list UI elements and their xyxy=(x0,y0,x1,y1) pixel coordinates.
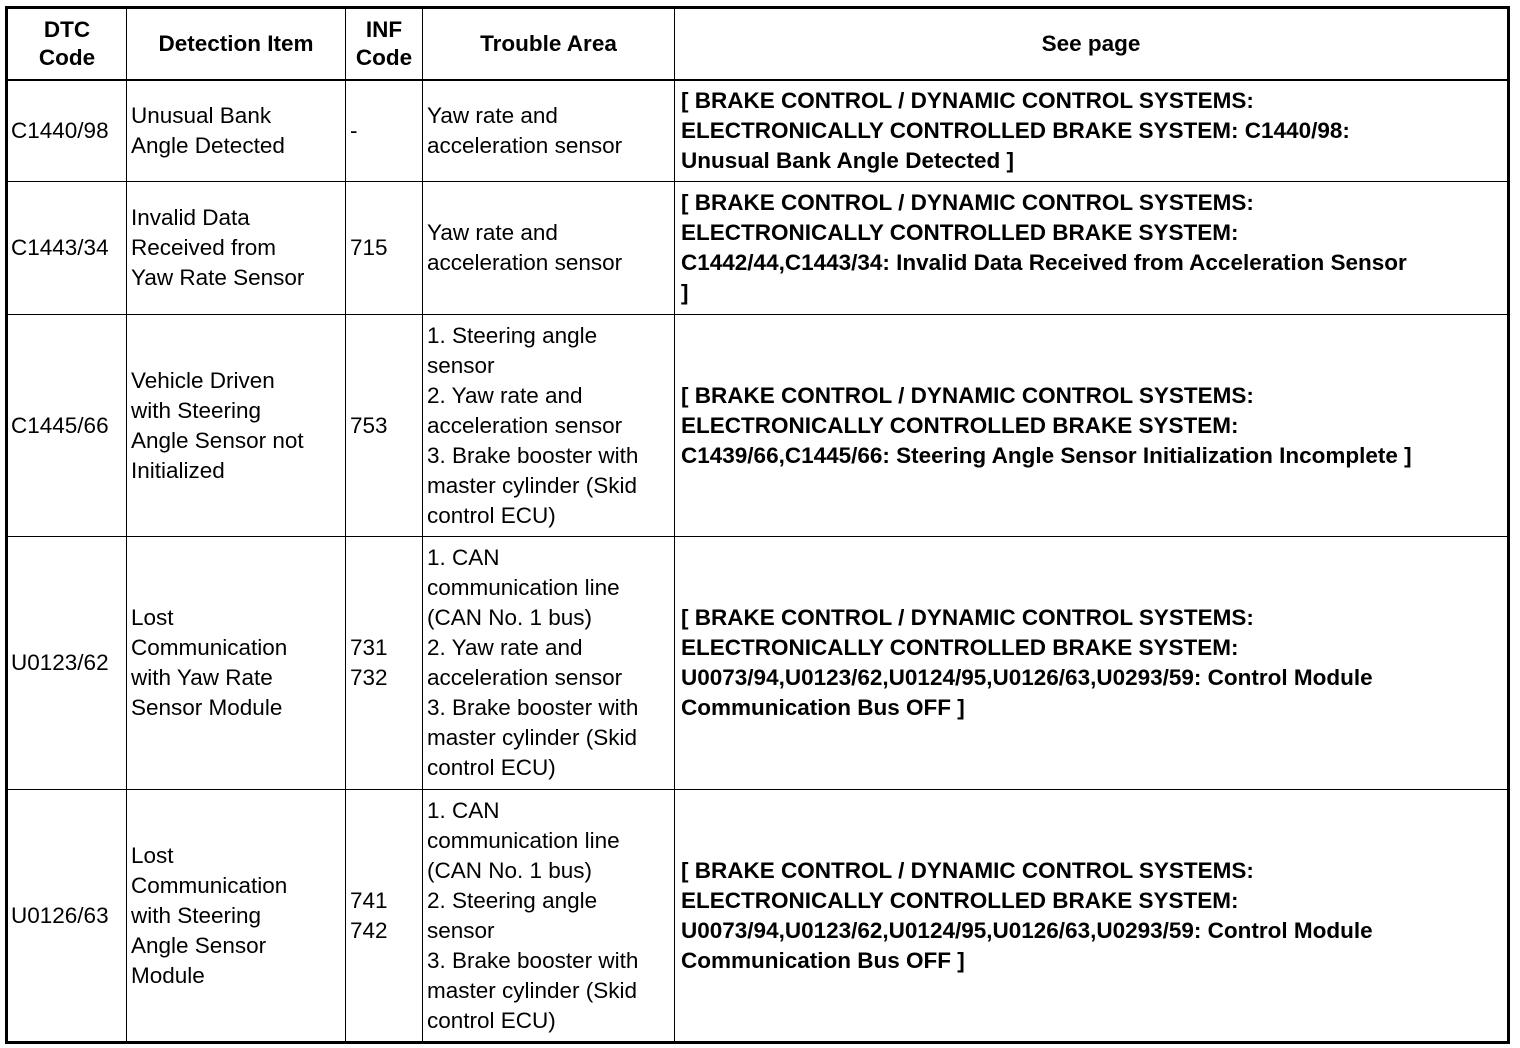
see-page-cell-line: [ BRAKE CONTROL / DYNAMIC CONTROL SYSTEMS: xyxy=(681,605,1254,630)
table-row xyxy=(7,80,1509,182)
trouble-area-cell-line: sensor xyxy=(427,917,495,943)
see-page-cell-line: U0073/94,U0123/62,U0124/95,U0126/63,U0293/59: Control Module xyxy=(681,665,1373,690)
see-page-cell-line: U0073/94,U0123/62,U0124/95,U0126/63,U0293/59: Control Module xyxy=(681,917,1373,943)
table-body xyxy=(7,80,1509,1043)
see-page-cell-line: [ BRAKE CONTROL / DYNAMIC CONTROL SYSTEMS: xyxy=(681,382,1254,408)
see-page-cell xyxy=(675,537,1509,790)
header-row xyxy=(7,8,1509,80)
table-row xyxy=(7,537,1509,790)
header-inf-code xyxy=(346,8,423,80)
detection-item-cell-line: Received from xyxy=(131,235,277,260)
inf-code-cell-line: 715 xyxy=(350,235,388,260)
detection-item-cell xyxy=(127,80,346,182)
trouble-area-cell-line: acceleration sensor xyxy=(427,250,623,275)
detection-item-cell-line: Sensor Module xyxy=(131,695,283,720)
trouble-area-cell-line: (CAN No. 1 bus) xyxy=(427,857,593,883)
header-see-page: See page xyxy=(675,8,1509,80)
dtc-code-cell: U0123/62 xyxy=(7,537,127,790)
header-dtc-code-line-1: DTC xyxy=(43,16,91,42)
see-page-cell xyxy=(675,790,1509,1043)
header-trouble-area: Trouble Area xyxy=(423,8,675,80)
trouble-area-cell-line: 1. Steering angle xyxy=(427,322,598,348)
trouble-area-cell-line: master cylinder (Skid xyxy=(427,977,638,1003)
see-page-cell xyxy=(675,182,1509,315)
inf-code-cell-line: 731 xyxy=(350,635,388,660)
dtc-code-cell: U0126/63 xyxy=(7,790,127,1043)
trouble-area-cell xyxy=(423,537,675,790)
detection-item-cell xyxy=(127,537,346,790)
detection-item-cell-line: Module xyxy=(131,962,205,988)
detection-item-cell-line: with Steering xyxy=(131,902,262,928)
trouble-area-cell xyxy=(423,80,675,182)
inf-code-cell xyxy=(346,790,423,1043)
trouble-area-cell-line: 1. CAN xyxy=(427,797,500,823)
trouble-area-cell-line: sensor xyxy=(427,352,495,378)
detection-item-cell xyxy=(127,182,346,315)
trouble-area-cell-line: 2. Yaw rate and xyxy=(427,382,583,408)
trouble-area-cell-line: 2. Steering angle xyxy=(427,887,598,913)
trouble-area-cell xyxy=(423,315,675,537)
trouble-area-cell-line: master cylinder (Skid xyxy=(427,472,638,498)
see-page-cell xyxy=(675,80,1509,182)
detection-item-cell-line: Communication xyxy=(131,635,288,660)
header-detection-item: Detection Item xyxy=(127,8,346,80)
see-page-cell-line: [ BRAKE CONTROL / DYNAMIC CONTROL SYSTEMS: xyxy=(681,87,1254,113)
header-dtc-code xyxy=(7,8,127,80)
trouble-area-cell-line: 1. CAN xyxy=(427,545,500,570)
see-page-cell-line: ] xyxy=(681,280,689,305)
trouble-area-cell-line: 3. Brake booster with xyxy=(427,947,639,973)
detection-item-cell-line: Initialized xyxy=(131,457,225,483)
detection-item-cell-line: Vehicle Driven xyxy=(131,367,275,393)
see-page-cell-line: C1439/66,C1445/66: Steering Angle Sensor Initialization Incomplete ] xyxy=(681,442,1412,468)
detection-item-cell-line: Invalid Data xyxy=(131,205,250,230)
see-page-cell xyxy=(675,315,1509,537)
inf-code-cell-line: - xyxy=(350,117,358,143)
detection-item-cell-line: Unusual Bank xyxy=(131,102,272,128)
trouble-area-cell xyxy=(423,182,675,315)
see-page-cell-line: [ BRAKE CONTROL / DYNAMIC CONTROL SYSTEMS: xyxy=(681,857,1254,883)
detection-item-cell-line: Communication xyxy=(131,872,288,898)
see-page-cell-line: ELECTRONICALLY CONTROLLED BRAKE SYSTEM: xyxy=(681,220,1239,245)
trouble-area-cell-line: acceleration sensor xyxy=(427,132,623,158)
trouble-area-cell-line: master cylinder (Skid xyxy=(427,725,638,750)
dtc-code-cell: C1445/66 xyxy=(7,315,127,537)
trouble-area-cell-line: Yaw rate and xyxy=(427,220,558,245)
detection-item-cell-line: Lost xyxy=(131,842,174,868)
see-page-cell-line: ELECTRONICALLY CONTROLLED BRAKE SYSTEM: C1440/98: xyxy=(681,117,1350,143)
inf-code-cell-line: 741 xyxy=(350,887,388,913)
trouble-area-cell-line: control ECU) xyxy=(427,755,556,780)
see-page-cell-line: [ BRAKE CONTROL / DYNAMIC CONTROL SYSTEMS: xyxy=(681,190,1254,215)
header-dtc-code-line-2: Code xyxy=(38,44,96,70)
see-page-cell-line: Communication Bus OFF ] xyxy=(681,695,965,720)
inf-code-cell xyxy=(346,182,423,315)
detection-item-cell-line: with Steering xyxy=(131,397,262,423)
trouble-area-cell-line: 3. Brake booster with xyxy=(427,442,639,468)
see-page-cell-line: ELECTRONICALLY CONTROLLED BRAKE SYSTEM: xyxy=(681,412,1239,438)
see-page-cell-line: Communication Bus OFF ] xyxy=(681,947,965,973)
inf-code-cell-line: 732 xyxy=(350,665,388,690)
trouble-area-cell-line: 3. Brake booster with xyxy=(427,695,639,720)
trouble-area-cell-line: acceleration sensor xyxy=(427,665,623,690)
inf-code-cell xyxy=(346,315,423,537)
trouble-area-cell-line: (CAN No. 1 bus) xyxy=(427,605,593,630)
header-inf-code-line-1: INF xyxy=(365,16,403,42)
detection-item-cell-line: Angle Detected xyxy=(131,132,285,158)
see-page-cell-line: ELECTRONICALLY CONTROLLED BRAKE SYSTEM: xyxy=(681,635,1239,660)
dtc-code-cell: C1443/34 xyxy=(7,182,127,315)
table-row xyxy=(7,182,1509,315)
trouble-area-cell-line: communication line xyxy=(427,827,620,853)
header-inf-code-line-2: Code xyxy=(355,44,413,70)
inf-code-cell-line: 753 xyxy=(350,412,388,438)
see-page-cell-line: ELECTRONICALLY CONTROLLED BRAKE SYSTEM: xyxy=(681,887,1239,913)
dtc-table xyxy=(5,6,1510,1044)
inf-code-cell xyxy=(346,80,423,182)
detection-item-cell-line: Angle Sensor not xyxy=(131,427,304,453)
trouble-area-cell-line: acceleration sensor xyxy=(427,412,623,438)
inf-code-cell-line: 742 xyxy=(350,917,388,943)
inf-code-cell xyxy=(346,537,423,790)
detection-item-cell-line: Angle Sensor xyxy=(131,932,267,958)
trouble-area-cell-line: 2. Yaw rate and xyxy=(427,635,583,660)
detection-item-cell-line: Lost xyxy=(131,605,174,630)
dtc-code-cell: C1440/98 xyxy=(7,80,127,182)
detection-item-cell-line: Yaw Rate Sensor xyxy=(131,265,305,290)
trouble-area-cell-line: control ECU) xyxy=(427,1007,556,1033)
trouble-area-cell xyxy=(423,790,675,1043)
table-row xyxy=(7,790,1509,1043)
detection-item-cell xyxy=(127,790,346,1043)
see-page-cell-line: C1442/44,C1443/34: Invalid Data Received from Acceleration Sensor xyxy=(681,250,1407,275)
trouble-area-cell-line: Yaw rate and xyxy=(427,102,558,128)
detection-item-cell xyxy=(127,315,346,537)
see-page-cell-line: Unusual Bank Angle Detected ] xyxy=(681,147,1014,173)
detection-item-cell-line: with Yaw Rate xyxy=(131,665,273,690)
trouble-area-cell-line: control ECU) xyxy=(427,502,556,528)
trouble-area-cell-line: communication line xyxy=(427,575,620,600)
table-row xyxy=(7,315,1509,537)
